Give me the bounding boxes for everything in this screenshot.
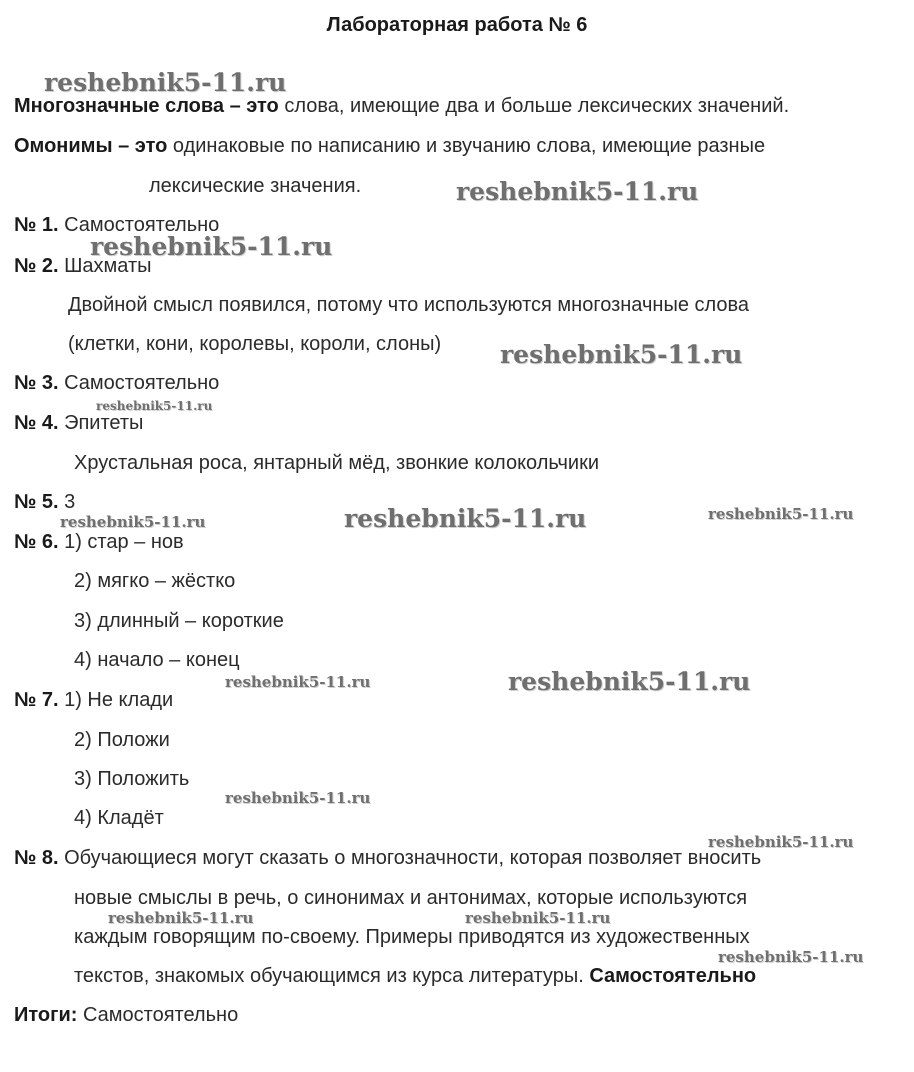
task-7-item: 4) Кладёт xyxy=(74,807,164,829)
page-title: Лабораторная работа № 6 xyxy=(326,14,588,36)
watermark: reshebnik5-11.ru xyxy=(60,513,206,531)
watermark: reshebnik5-11.ru xyxy=(465,909,611,927)
watermark: reshebnik5-11.ru xyxy=(718,948,864,966)
task-4-line: Хрустальная роса, янтарный мёд, звонкие колокольчики xyxy=(74,452,599,474)
task-number: № 6. xyxy=(14,531,59,553)
task-6-item: 4) начало – конец xyxy=(74,649,240,671)
task-answer: Самостоятельно xyxy=(64,214,220,236)
task-number: № 8. xyxy=(14,847,59,869)
summary-label: Итоги: xyxy=(14,1004,78,1026)
task-number: № 5. xyxy=(14,491,59,513)
task-line: Обучающиеся могут сказать о многозначности, которая позволяет вносить xyxy=(64,847,762,869)
task-3 xyxy=(14,371,219,395)
task-8 xyxy=(14,846,761,870)
watermark: reshebnik5-11.ru xyxy=(708,505,854,523)
summary xyxy=(14,1003,238,1027)
task-number: № 1. xyxy=(14,214,59,236)
watermark: reshebnik5-11.ru xyxy=(500,340,743,369)
task-answer: Самостоятельно xyxy=(64,372,220,394)
task-4 xyxy=(14,411,143,435)
watermark: reshebnik5-11.ru xyxy=(96,399,213,413)
definition-term: Омонимы – это xyxy=(14,135,168,157)
watermark: reshebnik5-11.ru xyxy=(708,833,854,851)
task-item: 1) Не клади xyxy=(64,689,174,711)
task-8-line: новые смыслы в речь, о синонимах и антонимах, которые используются xyxy=(74,887,748,909)
task-7-item: 2) Положи xyxy=(74,729,170,751)
task-6-item: 2) мягко – жёстко xyxy=(74,570,236,592)
task-7 xyxy=(14,688,173,712)
watermark: reshebnik5-11.ru xyxy=(225,673,371,691)
task-6 xyxy=(14,530,184,554)
definition-homonyms xyxy=(14,134,765,158)
task-number: № 4. xyxy=(14,412,59,434)
watermark: reshebnik5-11.ru xyxy=(344,504,587,533)
watermark: reshebnik5-11.ru xyxy=(456,177,699,206)
watermark: reshebnik5-11.ru xyxy=(225,789,371,807)
task-answer: Шахматы xyxy=(64,255,152,277)
task-answer-bold: Самостоятельно xyxy=(589,965,757,987)
task-number: № 7. xyxy=(14,689,59,711)
watermark: reshebnik5-11.ru xyxy=(90,232,333,261)
task-8-line-last xyxy=(74,964,756,988)
task-7-item: 3) Положить xyxy=(74,768,190,790)
definition-text: одинаковые по написанию и звучанию слова, имеющие разные xyxy=(172,135,766,157)
task-answer: Эпитеты xyxy=(64,412,144,434)
definition-text: слова, имеющие два и больше лексических значений. xyxy=(284,95,790,117)
task-line: текстов, знакомых обучающимся из курса литературы. xyxy=(74,965,584,987)
definition-continuation: лексические значения. xyxy=(149,175,362,197)
task-5 xyxy=(14,490,75,514)
task-number: № 2. xyxy=(14,255,59,277)
task-8-line: каждым говорящим по-своему. Примеры приводятся из художественных xyxy=(74,926,750,948)
definition-polysemy xyxy=(14,94,789,118)
watermark: reshebnik5-11.ru xyxy=(108,909,254,927)
task-2-line: (клетки, кони, королевы, короли, слоны) xyxy=(68,333,442,355)
task-2-line: Двойной смысл появился, потому что используются многозначные слова xyxy=(68,294,750,316)
definition-term: Многозначные слова – это xyxy=(14,95,279,117)
task-item: 1) стар – нов xyxy=(64,531,184,553)
watermark: reshebnik5-11.ru xyxy=(508,667,751,696)
summary-text: Самостоятельно xyxy=(82,1004,239,1026)
watermark: reshebnik5-11.ru xyxy=(44,68,287,97)
task-answer: 3 xyxy=(64,491,76,513)
task-6-item: 3) длинный – короткие xyxy=(74,610,284,632)
task-number: № 3. xyxy=(14,372,59,394)
